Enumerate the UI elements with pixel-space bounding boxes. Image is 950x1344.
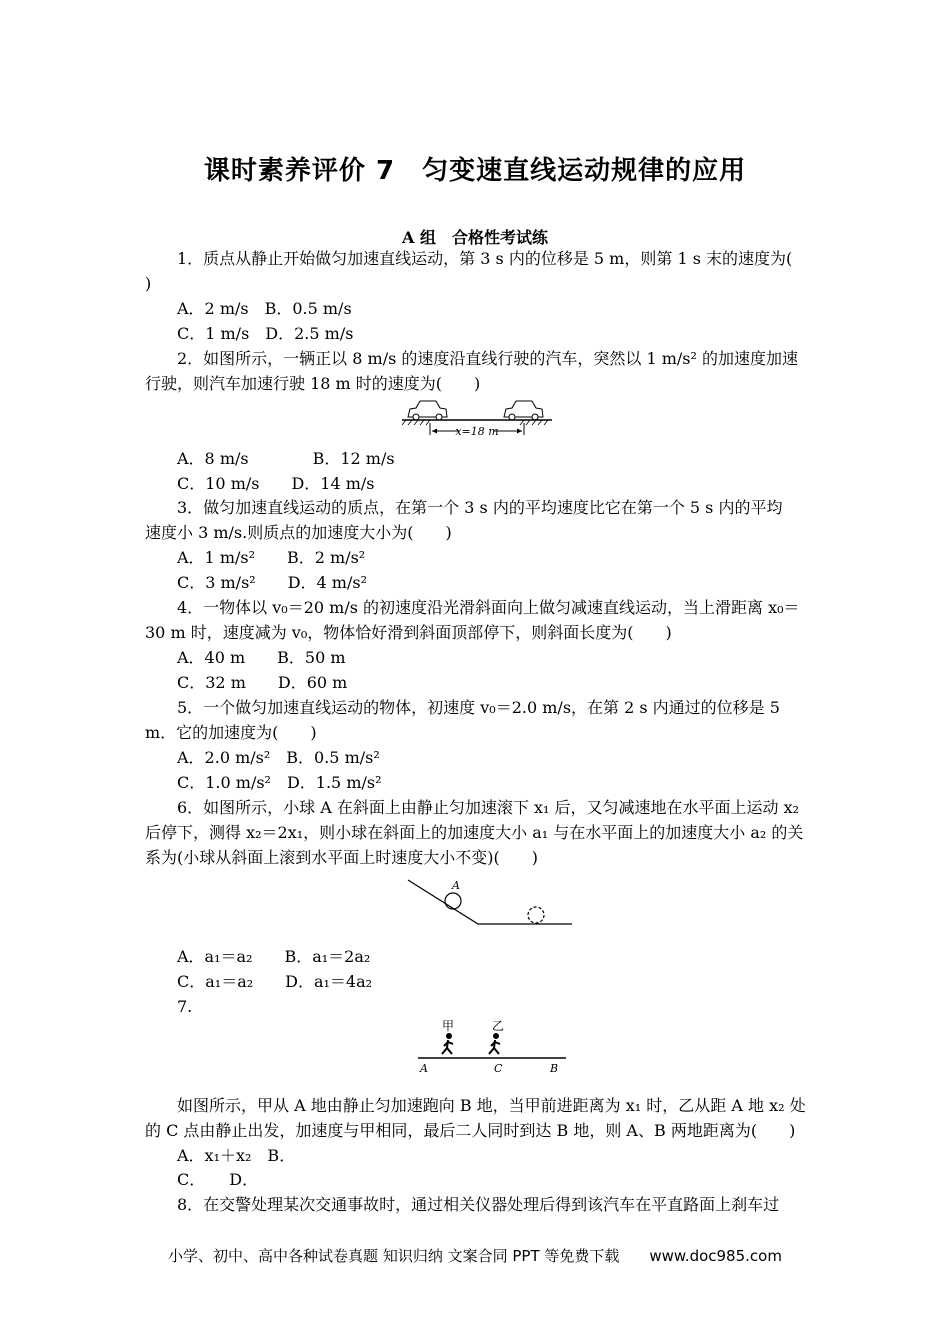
q5-options-ab: A．2.0 m/s² B．0.5 m/s²	[177, 748, 380, 767]
q5-line-2: m．它的加速度为( )	[145, 723, 317, 742]
runner-jia	[442, 1033, 453, 1054]
q1-line-2: )	[145, 274, 152, 293]
runner-jia-label: 甲	[442, 1019, 455, 1033]
section-heading: A 组 合格性考试练	[402, 228, 548, 247]
point-a-label: A	[420, 1062, 428, 1075]
runner-yi-label: 乙	[492, 1019, 505, 1033]
car-left	[408, 401, 447, 420]
q1-line-1: 1．质点从静止开始做匀加速直线运动，第 3 s 内的位移是 5 m，则第 1 s 末的速度为(	[177, 249, 793, 268]
q1-options-cd: C．1 m/s D．2.5 m/s	[177, 324, 354, 343]
q6-options-cd: C．a₁＝a₂ D．a₁＝4a₂	[177, 972, 373, 991]
slope-and-ground	[408, 880, 572, 924]
q4-line-1: 4．一物体以 v₀＝20 m/s 的初速度沿光滑斜面向上做匀减速直线运动，当上滑距离 x₀＝	[177, 598, 800, 617]
q5-line-1: 5．一个做匀加速直线运动的物体，初速度 v₀＝2.0 m/s，在第 2 s 内通过的位移是 5	[177, 698, 780, 717]
q2-line-1: 2．如图所示，一辆正以 8 m/s 的速度沿直线行驶的汽车，突然以 1 m/s² 的加速度加速	[177, 349, 799, 368]
q6-options-ab: A．a₁＝a₂ B．a₁＝2a₂	[177, 947, 371, 966]
q4-line-2: 30 m 时，速度减为 v₀，物体恰好滑到斜面顶部停下，则斜面长度为( )	[145, 623, 672, 642]
q2-options-ab: A．8 m/s B．12 m/s	[177, 449, 395, 468]
ball-label: A	[452, 879, 460, 892]
q3-options-cd: C．3 m/s² D．4 m/s²	[177, 573, 367, 592]
ball-a	[445, 893, 461, 909]
q6-line-2: 后停下，测得 x₂＝2x₁，则小球在斜面上的加速度大小 a₁ 与在水平面上的加速度大小 a₂ 的关	[145, 823, 804, 842]
car-road-figure	[402, 395, 552, 437]
ball-end-position	[528, 907, 544, 923]
runner-yi	[489, 1033, 500, 1054]
q6-line-3: 系为(小球从斜面上滚到水平面上时速度大小不变)( )	[145, 848, 538, 867]
q6-line-1: 6．如图所示，小球 A 在斜面上由静止匀加速滚下 x₁ 后，又匀减速地在水平面上运动 x₂	[177, 798, 800, 817]
q3-options-ab: A．1 m/s² B．2 m/s²	[177, 548, 366, 567]
runners-figure	[414, 1016, 570, 1076]
q2-options-cd: C．10 m/s D．14 m/s	[177, 474, 375, 493]
page-footer: 小学、初中、高中各种试卷真题 知识归纳 文案合同 PPT 等免费下载 www.doc985.com	[168, 1247, 782, 1265]
distance-label: x=18 m	[455, 425, 499, 437]
slope-figure	[400, 872, 580, 930]
q1-options-ab: A．2 m/s B．0.5 m/s	[177, 299, 352, 318]
q7-line-2: 的 C 点由静止出发，加速度与甲相同，最后二人同时到达 B 地，则 A、B 两地距离为( )	[145, 1121, 796, 1140]
q5-options-cd: C．1.0 m/s² D．1.5 m/s²	[177, 773, 382, 792]
q4-options-ab: A．40 m B．50 m	[177, 648, 346, 667]
q8-line-1: 8．在交警处理某次交通事故时，通过相关仪器处理后得到该汽车在平直路面上刹车过	[177, 1195, 780, 1214]
q4-options-cd: C．32 m D．60 m	[177, 673, 348, 692]
q2-line-2: 行驶，则汽车加速行驶 18 m 时的速度为( )	[145, 374, 481, 393]
page-title: 课时素养评价 7 匀变速直线运动规律的应用	[203, 156, 747, 186]
q7-options-cd: C． D．	[177, 1170, 259, 1189]
q7-number: 7.	[177, 997, 193, 1016]
q7-options-ab: A．x₁＋x₂ B．	[177, 1146, 296, 1165]
q3-line-2: 速度小 3 m/s.则质点的加速度大小为( )	[145, 523, 452, 542]
point-c-label: C	[494, 1062, 503, 1075]
car-right	[504, 401, 543, 420]
q3-line-1: 3．做匀加速直线运动的质点，在第一个 3 s 内的平均速度比它在第一个 5 s 内的平均	[177, 498, 783, 517]
q7-line-1: 如图所示，甲从 A 地由静止匀加速跑向 B 地，当甲前进距离为 x₁ 时，乙从距 A 地 x₂ 处	[177, 1096, 806, 1115]
point-b-label: B	[550, 1062, 559, 1075]
